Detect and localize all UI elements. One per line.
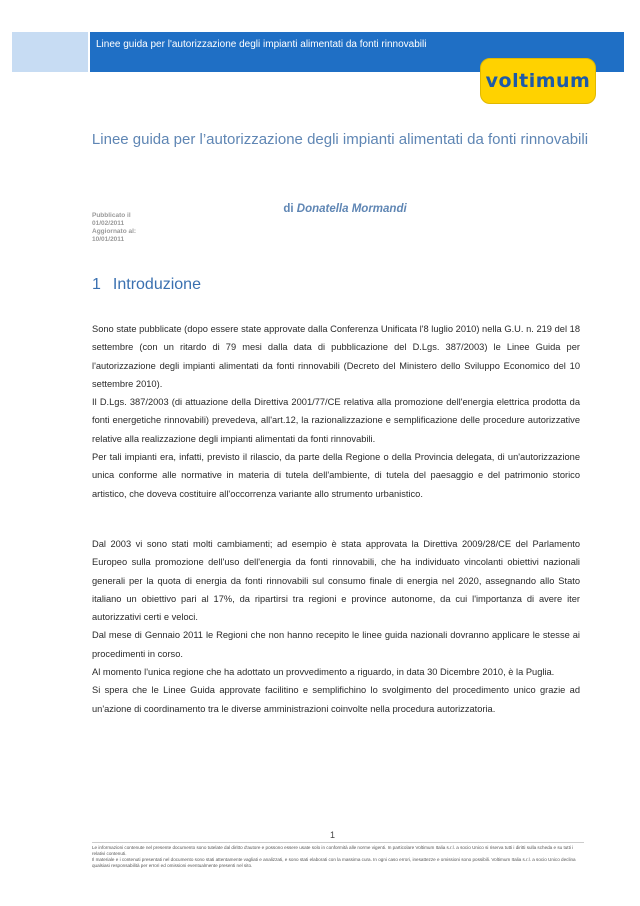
- publication-meta: [92, 212, 136, 244]
- paragraph: Per tali impianti era, infatti, previsto il rilascio, da parte della Regione o della Provincia delegata, di un'autorizzazione unica conforme alle normative in materia di tutela dell'ambiente, di tutela del paesaggio e del patrimonio storico artistico, che doveva costituire all'occorrenza variante allo strumento urbanistico.: [92, 452, 580, 499]
- byline: [180, 203, 510, 215]
- author-name: Donatella Mormandi: [296, 203, 407, 215]
- page-number: 1: [330, 830, 336, 840]
- byline-prefix: di: [283, 203, 294, 215]
- footer-disclaimer: [92, 845, 584, 869]
- document-body: [92, 320, 580, 718]
- paragraph-spacer: [92, 503, 580, 535]
- footer-divider: [92, 842, 584, 843]
- paragraph: Si spera che le Linee Guida approvate facilitino e semplifichino lo svolgimento del procedimento unico grazie ad un'azione di coordinamento tra le diverse amministrazioni coinvolte nella procedura autorizzatoria.: [92, 685, 580, 714]
- updated-date: 10/01/2011: [92, 236, 125, 243]
- document-title: Linee guida per l’autorizzazione degli impianti alimentati da fonti rinnovabili: [91, 131, 589, 148]
- header-title: Linee guida per l'autorizzazione degli impianti alimentati da fonti rinnovabili: [96, 39, 427, 50]
- published-label: Pubblicato il: [92, 212, 131, 219]
- header-accent-block: [12, 32, 88, 72]
- paragraph: Dal mese di Gennaio 2011 le Regioni che non hanno recepito le linee guida nazionali dovranno applicare le stesse ai procedimenti in corso.: [92, 630, 580, 659]
- paragraph: Dal 2003 vi sono stati molti cambiamenti; ad esempio è stata approvata la Direttiva 2009/28/CE del Parlamento Europeo sulla promozione dell'uso dell'energia da fonti rinnovabili, che ha individuato vincolanti obiettivi nazionali generali per la quota di energia da fonti rinnovabili sul consumo finale di energia nel 2020, assegnando allo Stato italiano un obiettivo pari al 17%, da ripartirsi tra regioni e province autonome, da cui l'importanza di avere iter autorizzativi certi e veloci.: [92, 538, 580, 623]
- paragraph: Al momento l'unica regione che ha adottato un provvedimento a riguardo, in data 30 Dicembre 2010, è la Puglia.: [92, 667, 555, 678]
- updated-label: Aggiornato al:: [92, 228, 137, 235]
- section-heading: [92, 276, 213, 294]
- published-date: 01/02/2011: [92, 220, 125, 227]
- paragraph: Il D.Lgs. 387/2003 (di attuazione della Direttiva 2001/77/CE relativa alla promozione dell'energia elettrica prodotta da fonti energetiche rinnovabili) prevedeva, all'art.12, la razionalizzazione e semplificazione delle procedure autorizzative relative alla realizzazione degli impianti alimentati da fonti rinnovabili.: [92, 397, 580, 444]
- logo-text: voltimum: [485, 70, 591, 92]
- section-title: Introduzione: [112, 276, 201, 293]
- voltimum-logo: [480, 58, 596, 104]
- paragraph: Sono state pubblicate (dopo essere state approvate dalla Conferenza Unificata l'8 luglio 2010) nella G.U. n. 219 del 18 settembre (con un ritardo di 79 mesi dalla data di pubblicazione del D.Lgs. 387/2003) le Linee Guida per l'autorizzazione degli impianti alimentati da fonti rinnovabili (Decreto del Ministero dello Sviluppo Economico del 10 settembre 2010).: [92, 324, 580, 389]
- footer-line: Le informazioni contenute nel presente documento sono tutelate dal diritto d'autore e possono essere usate solo in conformità alle norme vigenti. In particolare Voltimum Italia s.r.l. a socio Unico si riserva tutti i diritti sulla scheda e su tutti i relativi contenuti.: [92, 845, 574, 856]
- section-number: 1: [92, 276, 101, 293]
- footer-line: Il materiale e i contenuti presentati nel documento sono stati attentamente vagliati e analizzati, e sono stati elaborati con la massima cura. In ogni caso errori, inesattezze e omissioni sono possibili. Voltimum Italia s.r.l. a socio Unico declina qualsiasi responsabilità per errori ed omissioni eventualmente presenti nel sito.: [92, 857, 576, 868]
